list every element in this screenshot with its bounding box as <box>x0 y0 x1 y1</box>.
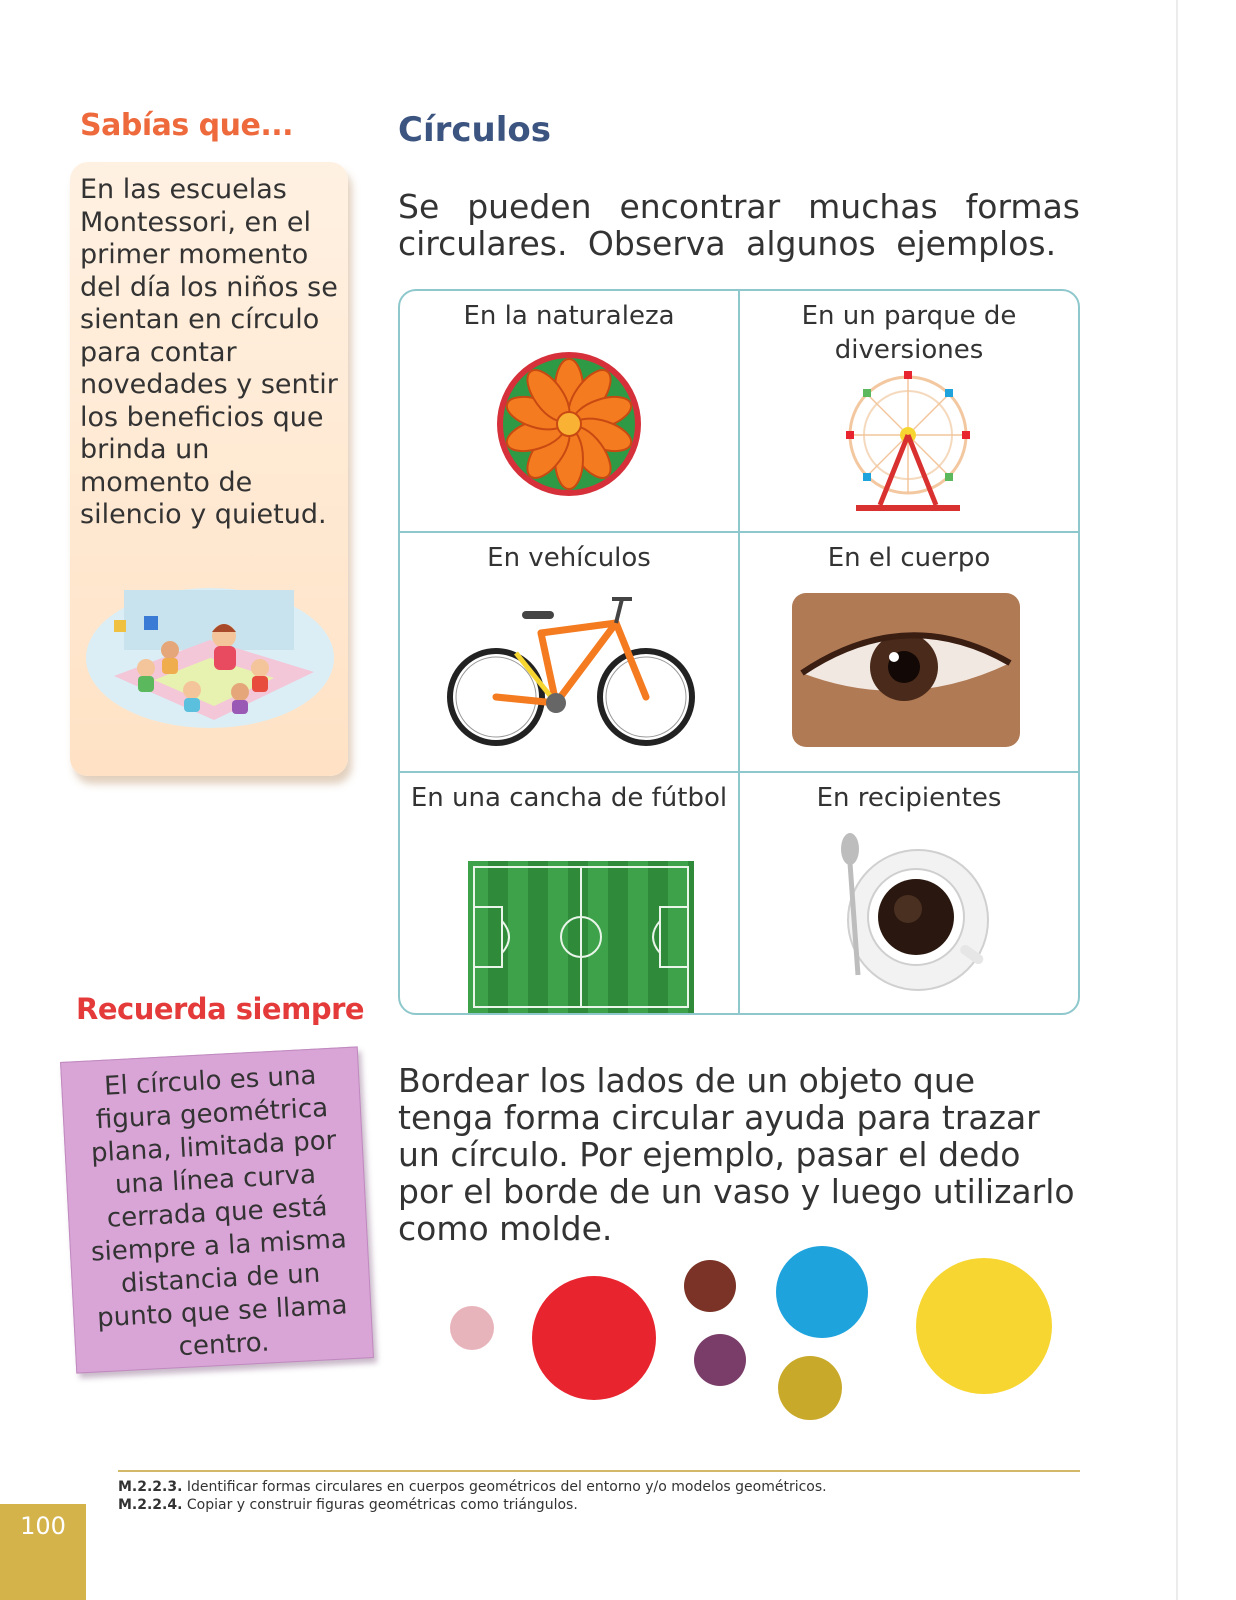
examples-grid <box>398 289 1080 1015</box>
objective-text: Identificar formas circulares en cuerpos geométricos del entorno y/o modelos geométricos. <box>186 1479 827 1495</box>
blue-circle <box>776 1246 868 1338</box>
objective-code: M.2.2.4. <box>118 1497 183 1513</box>
objective-code: M.2.2.3. <box>118 1479 183 1495</box>
sabias-que-card <box>70 162 348 776</box>
brown-circle <box>684 1260 736 1312</box>
pink-circle <box>450 1306 494 1350</box>
intro-paragraph: Se pueden encontrar muchas formas circulares. Observa algunos ejemplos. <box>398 187 1080 263</box>
recuerda-siempre-text: El círculo es una figura geométrica plana, limitada por una línea curva cerrada que está siempre a la misma distancia de un punto que se llama centro. <box>90 1060 349 1363</box>
purple-circle <box>694 1334 746 1386</box>
page-title: Círculos <box>398 110 551 150</box>
bordear-paragraph: Bordear los lados de un objeto que tenga forma circular ayuda para trazar un círculo. Por ejemplo, pasar el dedo por el borde de un vaso y luego utilizarlo como molde. <box>398 1061 1075 1248</box>
objective-line-1 <box>118 1478 827 1496</box>
example-label: En recipientes <box>816 783 1002 813</box>
flower-icon <box>494 349 644 499</box>
example-cell-naturaleza <box>400 291 738 531</box>
yellow-circle <box>916 1258 1052 1394</box>
ferris-wheel-icon <box>838 367 978 517</box>
recuerda-siempre-note <box>60 1046 374 1373</box>
example-cell-cancha <box>400 773 738 1013</box>
coffee-cup-icon <box>828 825 998 995</box>
example-label: En vehículos <box>487 543 651 573</box>
example-cell-vehiculos <box>400 533 738 771</box>
red-circle <box>532 1276 656 1400</box>
recuerda-siempre-heading: Recuerda siempre <box>76 992 365 1026</box>
colored-circles-illustration <box>430 1240 1110 1430</box>
objective-text: Copiar y construir figuras geométricas como triángulos. <box>186 1497 578 1513</box>
page-number-tab <box>0 1504 86 1600</box>
footer-objectives <box>118 1478 827 1514</box>
example-label: En el cuerpo <box>827 543 991 573</box>
example-cell-cuerpo <box>740 533 1078 771</box>
example-cell-parque <box>740 291 1078 531</box>
sabias-que-heading: Sabías que... <box>80 108 294 143</box>
sabias-que-text: En las escuelas Montessori, en el primer momento del día los niños se sientan en círculo para contar novedades y sentir los beneficios que brinda un momento de silencio y quietud. <box>80 174 338 530</box>
bicycle-icon <box>446 593 696 751</box>
children-circle-illustration <box>84 580 336 732</box>
page-number: 100 <box>20 1512 66 1540</box>
example-cell-recipientes <box>740 773 1078 1013</box>
example-label: En una cancha de fútbol <box>410 783 728 813</box>
example-label: En la naturaleza <box>463 301 675 331</box>
mustard-circle <box>778 1356 842 1420</box>
footer-rule <box>118 1470 1080 1472</box>
soccer-field-icon <box>468 861 694 1013</box>
objective-line-2 <box>118 1496 827 1514</box>
eye-icon <box>792 593 1020 747</box>
page-edge-line <box>1176 0 1178 1600</box>
example-label: En un parque de diversiones <box>801 301 1017 365</box>
